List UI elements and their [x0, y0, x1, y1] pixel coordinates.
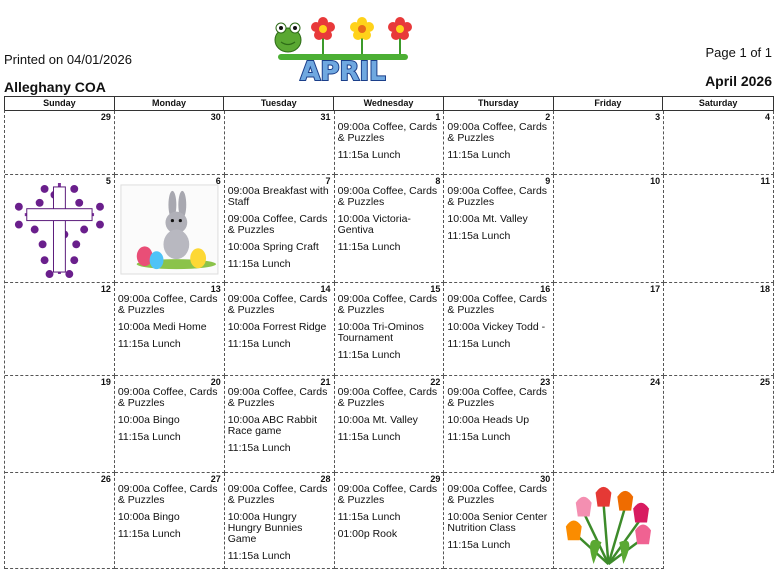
day-cell: [554, 473, 664, 569]
event-item: 09:00a Coffee, Cards & Puzzles: [337, 386, 438, 409]
day-cell: [5, 283, 115, 376]
event-item: 11:15a Lunch: [447, 539, 511, 551]
day-cell: [225, 111, 335, 175]
event-item: 10:00a Spring Craft: [227, 241, 319, 253]
event-item: 09:00a Coffee, Cards & Puzzles: [227, 213, 328, 236]
event-item: 11:15a Lunch: [447, 230, 511, 242]
event-item: 11:15a Lunch: [227, 442, 291, 454]
printed-date: Printed on 04/01/2026: [4, 52, 132, 67]
day-cell: [225, 283, 335, 376]
day-cell: [335, 283, 445, 376]
event-item: 09:00a Coffee, Cards & Puzzles: [447, 185, 548, 208]
event-item: 11:15a Lunch: [447, 149, 511, 161]
day-number: 6: [215, 176, 221, 186]
event-item: 11:15a Lunch: [447, 431, 511, 443]
event-item: 11:15a Lunch: [227, 550, 291, 562]
day-number: 29: [100, 112, 111, 122]
event-item: 11:15a Lunch: [227, 258, 291, 270]
day-cell: [664, 283, 774, 376]
weekday-sunday: Sunday: [5, 97, 115, 110]
weekday-tuesday: Tuesday: [224, 97, 334, 110]
event-item: 09:00a Coffee, Cards & Puzzles: [227, 386, 328, 409]
day-cell: [225, 175, 335, 283]
day-cell: [115, 376, 225, 473]
day-number: 14: [320, 284, 331, 294]
event-item: 09:00a Coffee, Cards & Puzzles: [117, 293, 218, 316]
day-number: 27: [210, 474, 221, 484]
event-item: 11:15a Lunch: [337, 349, 401, 361]
event-item: 10:00a Mt. Valley: [447, 213, 528, 225]
day-cell: [444, 283, 554, 376]
event-item: 09:00a Breakfast with Staff: [227, 185, 329, 208]
tulips-icon: [554, 473, 663, 568]
day-cell: [115, 111, 225, 175]
day-cell: [225, 473, 335, 569]
weekday-header: [4, 96, 774, 110]
day-number: 2: [545, 112, 551, 122]
day-number: 7: [325, 176, 331, 186]
day-number: 22: [430, 377, 441, 387]
weekday-thursday: Thursday: [444, 97, 554, 110]
weekday-saturday: Saturday: [698, 98, 738, 108]
day-number: 10: [650, 176, 661, 186]
event-item: 10:00a Bingo: [117, 511, 180, 523]
day-number: 15: [430, 284, 441, 294]
event-item: 09:00a Coffee, Cards & Puzzles: [117, 483, 218, 506]
event-item: 01:00p Rook: [337, 528, 398, 540]
day-number: 13: [210, 284, 221, 294]
weekday-friday: Friday: [554, 97, 664, 110]
event-item: 10:00a Tri-Ominos Tournament: [337, 321, 424, 344]
event-item: 10:00a ABC Rabbit Race game: [227, 414, 318, 437]
day-cell: [444, 376, 554, 473]
day-number: 17: [650, 284, 661, 294]
day-number: 16: [540, 284, 551, 294]
day-number: 23: [540, 377, 551, 387]
weekday-monday: Monday: [115, 97, 225, 110]
april-banner: [268, 10, 418, 86]
day-cell: [115, 473, 225, 569]
event-item: 10:00a Heads Up: [447, 414, 530, 426]
day-number: 21: [320, 377, 331, 387]
day-number: 26: [100, 474, 111, 484]
month-year: April 2026: [705, 73, 772, 89]
tulips-icon: [554, 473, 663, 568]
event-item: 10:00a Vickey Todd -: [447, 321, 546, 333]
day-number: 11: [760, 176, 770, 186]
day-number: 8: [435, 176, 441, 186]
day-cell: [664, 376, 774, 473]
event-item: 10:00a Bingo: [117, 414, 180, 426]
day-cell: [554, 175, 664, 283]
day-cell: [554, 111, 664, 175]
cross-icon: [5, 175, 114, 282]
day-number: 1: [435, 112, 441, 122]
event-item: 10:00a Medi Home: [117, 321, 207, 333]
day-cell: [664, 111, 774, 175]
calendar: [4, 96, 774, 569]
day-cell: [5, 473, 115, 569]
event-item: 11:15a Lunch: [337, 511, 401, 523]
event-item: 11:15a Lunch: [337, 431, 401, 443]
day-number: 19: [100, 377, 111, 387]
day-cell: [444, 175, 554, 283]
event-item: 09:00a Coffee, Cards & Puzzles: [447, 483, 548, 506]
day-number: 5: [105, 176, 111, 186]
event-item: 09:00a Coffee, Cards & Puzzles: [117, 386, 218, 409]
event-item: 10:00a Hungry Hungry Bunnies Game: [227, 511, 303, 545]
event-item: 11:15a Lunch: [117, 338, 181, 350]
day-cell: [225, 376, 335, 473]
day-number: 30: [540, 474, 551, 484]
easter-bunny-icon: [115, 175, 224, 282]
event-item: 09:00a Coffee, Cards & Puzzles: [447, 121, 548, 144]
day-cell: [444, 111, 554, 175]
event-item: 10:00a Senior Center Nutrition Class: [447, 511, 548, 534]
day-cell: [115, 283, 225, 376]
day-cell: [115, 175, 225, 283]
day-number: 24: [650, 377, 661, 387]
cross-icon: [5, 175, 114, 282]
day-cell: [664, 175, 774, 283]
frog-flowers-icon: [268, 10, 418, 86]
day-cell: [444, 473, 554, 569]
event-item: 09:00a Coffee, Cards & Puzzles: [227, 293, 328, 316]
day-number: 28: [320, 474, 331, 484]
event-item: 11:15a Lunch: [227, 338, 291, 350]
banner-title: APRIL: [300, 57, 386, 86]
day-cell: [664, 473, 774, 569]
event-item: 11:15a Lunch: [117, 431, 181, 443]
event-item: 11:15a Lunch: [447, 338, 511, 350]
event-item: 09:00a Coffee, Cards & Puzzles: [337, 483, 438, 506]
event-item: 11:15a Lunch: [337, 149, 401, 161]
page-number: Page 1 of 1: [705, 45, 772, 60]
day-number: 31: [320, 112, 331, 122]
day-cell: [335, 175, 445, 283]
day-number: 20: [210, 377, 221, 387]
day-number: 3: [655, 112, 661, 122]
day-cell: [335, 376, 445, 473]
day-cell: [5, 376, 115, 473]
event-item: 11:15a Lunch: [117, 528, 181, 540]
event-item: 09:00a Coffee, Cards & Puzzles: [447, 386, 548, 409]
event-item: 10:00a Forrest Ridge: [227, 321, 327, 333]
event-item: 09:00a Coffee, Cards & Puzzles: [447, 293, 548, 316]
event-item: 09:00a Coffee, Cards & Puzzles: [337, 293, 438, 316]
day-number: 18: [759, 284, 770, 294]
day-cell: [335, 473, 445, 569]
day-number: 9: [545, 176, 551, 186]
easter-bunny-icon: [115, 175, 224, 282]
event-item: 11:15a Lunch: [337, 241, 401, 253]
day-cell: [554, 283, 664, 376]
day-cell: [554, 376, 664, 473]
event-item: 09:00a Coffee, Cards & Puzzles: [337, 121, 438, 144]
day-cell: [5, 111, 115, 175]
weekday-wednesday: Wednesday: [334, 97, 444, 110]
event-item: 09:00a Coffee, Cards & Puzzles: [227, 483, 328, 506]
day-number: 12: [100, 284, 111, 294]
organization-name: Alleghany COA: [4, 79, 106, 95]
day-number: 25: [759, 377, 770, 387]
calendar-grid: [4, 110, 774, 569]
day-cell: [5, 175, 115, 283]
event-item: 10:00a Victoria-Gentiva: [337, 213, 411, 236]
day-number: 29: [430, 474, 441, 484]
day-number: 30: [210, 112, 221, 122]
day-number: 4: [764, 112, 770, 122]
event-item: 10:00a Mt. Valley: [337, 414, 418, 426]
day-cell: [335, 111, 445, 175]
event-item: 09:00a Coffee, Cards & Puzzles: [337, 185, 438, 208]
